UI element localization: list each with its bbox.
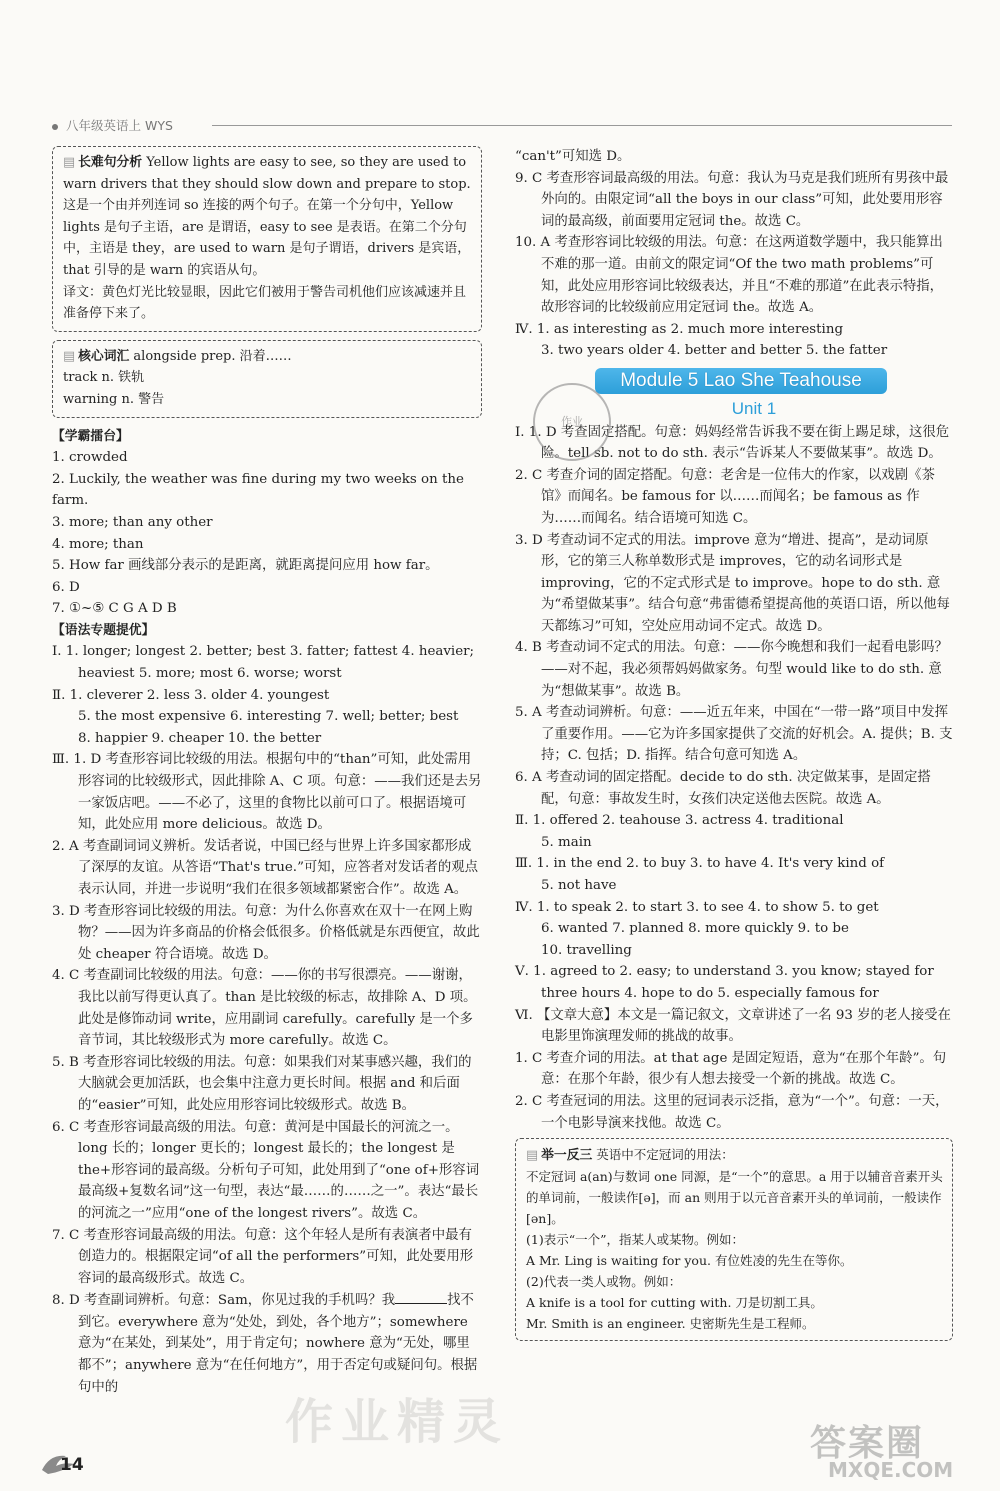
answer-line: Ⅵ. 【文章大意】本文是一篇记叙文，文章讲述了一名 93 岁的老人接受在电影里饰演理发师的挑战的故事。 [515, 1007, 951, 1045]
answer-line: 5. B 考查形容词比较级的用法。句意：如果我们对某事感兴趣，我们的大脑就会更加活跃，也会集中注意力更长时间。根据 and 和后面的“easier”可知，此处应用形容词比较级形式。故选 B。 [52, 1054, 472, 1113]
answer-line: Ⅰ. 1. D 考查固定搭配。句意：妈妈经常告诉我不要在街上踢足球，这很危险。tell sb. not to do sth. 表示“告诉某人不要做某事”。故选 D。 [515, 424, 950, 462]
answer-line: 2. A 考查副词词义辨析。发话者说，中国已经与世界上许多国家都形成了深厚的友谊。从答语“That's true.”可知，应答者对发话者的观点表示认同，并进一步说明“我们在很多领域都紧密合作”。故选 A。 [52, 838, 478, 897]
box-line: (1)表示“一个”，指某人或某物。例如： [526, 1232, 744, 1248]
tip-box [515, 1138, 953, 1341]
box-tag: ▤ 核心词汇 [63, 349, 129, 364]
answer-line: 4. C 考查副词比较级的用法。句意：——你的书写很漂亮。——谢谢，我比以前写得更认真了。than 是比较级的标志，故排除 A、D 项。此处是修饰动词 write，应用副词 carefully。carefully 是一个多音节词，其比较级形式为 more carefully。故选 C。 [52, 968, 477, 1049]
section-title: 【语法专题提优】 [52, 622, 155, 638]
answer-line: 1. crowded [52, 450, 128, 466]
answer-line: 3. D 考查动词不定式的用法。improve 意为“增进、提高”，是动词原形，它的第三人称单数形式是 improves，它的动名词形式是 improving，它的不定式形式是 to improve。hope to do sth. 意为“希望做某事”。结合句意“弗雷德希望提高他的英语口语，所以他每天都练习”可知，空处应用动词不定式。故选 D。 [515, 532, 950, 634]
stamp-logo: 作业 [533, 383, 611, 461]
bullet-icon [52, 124, 58, 130]
answer-text: 8. D 考查副词辨析。句意：Sam，你见过我的手机吗？我 [52, 1293, 396, 1309]
answer-line: Ⅴ. 1. agreed to 2. easy; to understand 3. you know; stayed for three hours 4. hope to do 5. especially famous for [515, 964, 934, 1001]
answer-line: 5. How far 画线部分表示的是距离，就距离提问应用 how far。 [52, 558, 439, 574]
box-tag: ▤ 举一反三 [526, 1148, 592, 1163]
answer-line: 6. D [52, 579, 80, 595]
box-title: 英语中不定冠词的用法： [596, 1147, 734, 1163]
box-line: alongside prep. 沿着…… [133, 348, 292, 364]
answer-line: Ⅳ. 1. to speak 2. to start 3. to see 4. to show 5. to get [515, 899, 879, 915]
box-line: 不定冠词 a(an)与数词 one 同源，是“一个”的意思。a 用于以辅音音素开头的单词前，一般读作[ə]，而 an 则用于以元音音素开头的单词前，一般读作[ən]。 [526, 1169, 943, 1227]
answer-line: 6. C 考查形容词最高级的用法。句意：黄河是中国最长的河流之一。long 长的；longer 更长的；longest 最长的；the longest 是 the+形容词的最高级。分析句子可知，此处用到了“one of+形容词最高级+复数名词”这一句型，表达“最……的……之一”。表达“最长的河流之一”应用“one of the longest rivers”。故选 C。 [52, 1119, 480, 1221]
box-line: A knife is a tool for cutting with. 刀是切割工具。 [526, 1295, 823, 1311]
answer-line: 2. C 考查冠词的用法。这里的冠词表示泛指，意为“一个”。句意：一天，一个电影导演来找他。故选 C。 [515, 1093, 949, 1131]
answer-line: 5. A 考查动词辨析。句意：——近五年来，中国在“一带一路”项目中发挥了重要作用。——它为许多国家提供了交流的好机会。A. 提供；B. 支持；C. 包括；D. 指挥。结合句意可知选 A。 [515, 705, 953, 764]
answer-line: 6. wanted 7. planned 8. more quickly 9. to be [541, 921, 849, 937]
answer-line: “can't”可知选 D。 [515, 149, 631, 164]
answer-line: 5. the most expensive 6. interesting 7. well; better; best [78, 709, 459, 725]
answer-line: Ⅲ. 1. in the end 2. to buy 3. to have 4. It's very kind of [515, 856, 885, 872]
answer-line: 2. C 考查介词的固定搭配。句意：老舍是一位伟大的作家，以戏剧《茶馆》而闻名。be famous for 以……而闻名；be famous as 作为……而闻名。结合语境可知选 C。 [515, 467, 935, 526]
box-line: Yellow lights are easy to see, so they are used to warn drivers that they should slow down and prepare to stop. [63, 155, 471, 192]
fill-blank [395, 1289, 447, 1304]
core-vocab-box [52, 340, 482, 418]
answer-line: Ⅱ. 1. offered 2. teahouse 3. actress 4. traditional [515, 813, 844, 829]
answer-line: 4. more; than [52, 536, 144, 552]
page-header [52, 116, 952, 134]
left-column [52, 146, 482, 1398]
module-title: Module 5 Lao She Teahouse [595, 368, 887, 394]
unit-title: Unit 1 [731, 398, 777, 418]
box-line: (2)代表一类人或物。例如： [526, 1274, 682, 1290]
watermark: 作业精灵 [285, 1394, 510, 1450]
answer-line: 7. ①~⑤ C G A D B [52, 601, 177, 617]
answer-line: Ⅰ. 1. longer; longest 2. better; best 3. fatter; fattest 4. heavier; heaviest 5. more; most 6. worse; worst [52, 644, 475, 682]
answer-line: 2. Luckily, the weather was fine during my two weeks on the farm. [52, 471, 464, 509]
watermark: 答案圈 [810, 1423, 925, 1464]
answer-line: 3. two years older 4. better and better 5. the fatter [541, 343, 888, 359]
answer-text: 找不到它。everywhere 意为“处处，到处，各个地方”；somewhere 意为“在某处，到某处”，用于肯定句；nowhere 意为“无处，哪里都不”；anywhere 意为“在任何地方”，用于否定句或疑问句。根据句中的 [78, 1293, 478, 1395]
answer-line: 1. C 考查介词的用法。at that age 是固定短语，意为“在那个年龄”。句意：在那个年龄，很少有人想去接受一个新的挑战。故选 C。 [515, 1050, 947, 1088]
answer-line: Ⅳ. 1. as interesting as 2. much more interesting [515, 321, 844, 337]
box-line: 这是一个由并列连词 so 连接的两个句子。在第一个分句中，Yellow lights 是句子主语，are 是谓语，easy to see 是表语。在第二个分句中，主语是 they，are used to warn 是句子谓语，drivers 是宾语，that 引导的是 warn 的宾语从句。 [63, 198, 471, 278]
box-line: warning n. 警告 [63, 391, 165, 407]
answer-line: 5. not have [541, 878, 617, 893]
answer-line: 6. A 考查动词的固定搭配。decide to do sth. 决定做某事，是固定搭配，句意：事故发生时，女孩们决定送他去医院。故选 A。 [515, 770, 931, 807]
box-tag: ▤ 长难句分析 [63, 155, 142, 170]
answer-line: 3. D 考查形容词比较级的用法。句意：为什么你喜欢在双十一在网上购物？——因为许多商品的价格会低很多。价格低就是东西便宜，故此处 cheaper 符合语境。故选 D。 [52, 903, 480, 962]
answer-line: 7. C 考查形容词最高级的用法。句意：这个年轻人是所有表演者中最有创造力的。根据限定词“of all the performers”可知，此处要用形容词的最高级形式。故选 C。 [52, 1227, 474, 1286]
answer-line: 10. travelling [541, 942, 632, 958]
answer-line: 5. main [541, 834, 592, 850]
watermark: MXQE.COM [828, 1458, 954, 1482]
header-rule [212, 125, 952, 126]
header-text: 八年级英语上 WYS [66, 118, 173, 133]
answer-line: 8. happier 9. cheaper 10. the better [78, 730, 322, 746]
section-title: 【学霸擂台】 [52, 428, 129, 444]
answer-line: Ⅱ. 1. cleverer 2. less 3. older 4. youngest [52, 687, 330, 703]
answer-line: 3. more; than any other [52, 514, 213, 530]
box-line: track n. 铁轨 [63, 370, 145, 386]
long-sentence-box [52, 146, 482, 332]
box-line: A Mr. Ling is waiting for you. 有位姓凌的先生在等你。 [526, 1253, 853, 1269]
answer-line: 9. C 考查形容词最高级的用法。句意：我认为马克是我们班所有男孩中最外向的。由限定词“all the boys in our class”可知，此处要用形容词的最高级，前面要用定冠词 the。故选 C。 [515, 170, 949, 229]
answer-line: Ⅲ. 1. D 考查形容词比较级的用法。根据句中的“than”可知，此处需用形容词的比较级形式，因此排除 A、C 项。句意：——我们还是去另一家饭店吧。——不必了，这里的食物比以前可口了。根据语境可知，此处应用 more delicious。故选 D。 [52, 752, 482, 833]
page-number: 14 [60, 1455, 84, 1475]
answer-line: 4. B 考查动词不定式的用法。句意：——你今晚想和我们一起看电影吗？——对不起，我必须帮妈妈做家务。句型 would like to do sth. 意为“想做某事”。故选 B。 [515, 640, 948, 699]
answer-line [52, 1289, 482, 1398]
box-line: 译文：黄色灯光比较显眼，因此它们被用于警告司机他们应该减速并且准备停下来了。 [63, 284, 467, 322]
box-line: Mr. Smith is an engineer. 史密斯先生是工程师。 [526, 1316, 815, 1332]
right-column [515, 146, 953, 1349]
answer-line: 10. A 考查形容词比较级的用法。句意：在这两道数学题中，我只能算出不难的那一道。由前文的限定词“Of the two math problems”可知，此处应用形容词比较级表达，并且“不难的那道”在此表示特指，故形容词的比较级前应用定冠词 the。故选 A。 [515, 235, 944, 316]
